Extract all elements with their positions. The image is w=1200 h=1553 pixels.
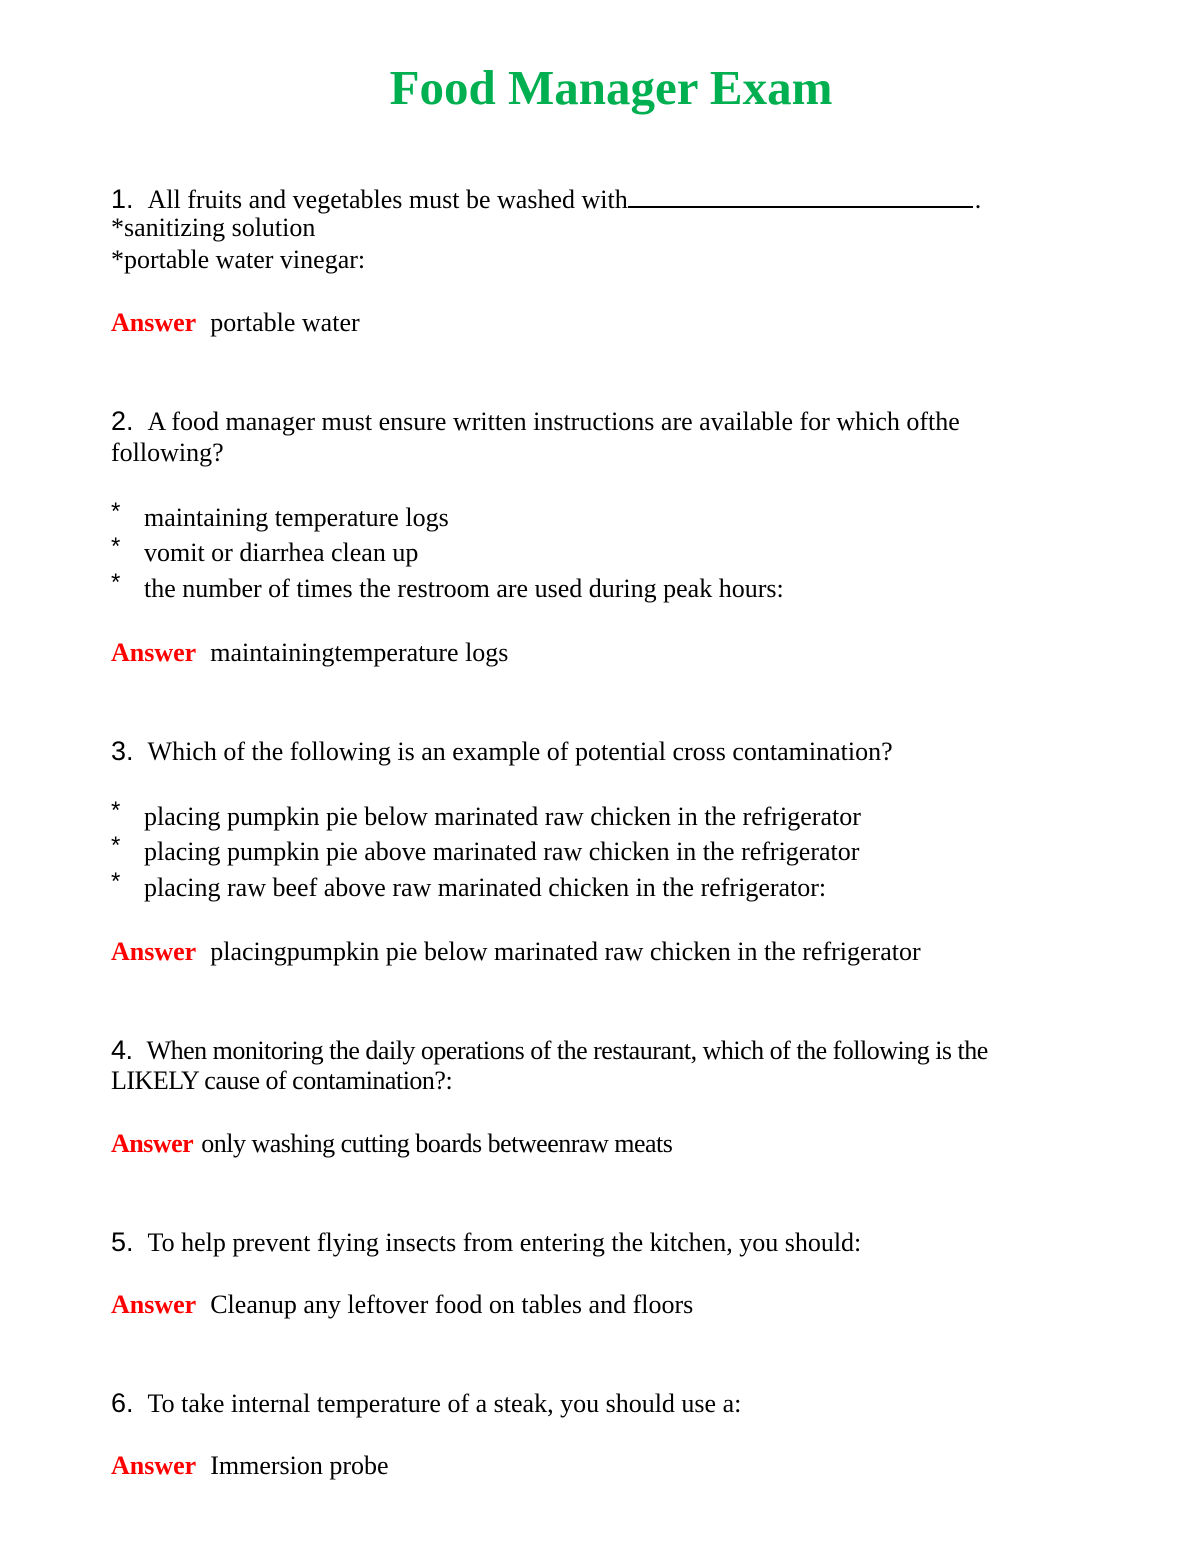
bullet-asterisk: * <box>111 569 121 596</box>
option-text: placing pumpkin pie below marinated raw chicken in the refrigerator <box>144 802 861 831</box>
question-text: A food manager must ensure written instructions are available for which ofthe <box>147 407 960 436</box>
question-text: When monitoring the daily operations of the restaurant, which of the following is the <box>146 1036 988 1065</box>
answer-text: maintainingtemperature logs <box>210 638 509 667</box>
answer-label: Answer <box>111 308 197 337</box>
option-text: vomit or diarrhea clean up <box>144 538 419 567</box>
question-3-answer <box>111 936 921 968</box>
question-text: All fruits and vegetables must be washed with <box>147 185 628 214</box>
question-2-prompt-line-1 <box>111 405 960 438</box>
option-text: placing pumpkin pie above marinated raw chicken in the refrigerator <box>144 837 860 866</box>
question-1-prompt <box>111 180 981 216</box>
question-4-prompt-line-1 <box>111 1034 988 1067</box>
question-6-prompt <box>111 1387 741 1420</box>
bullet-asterisk: * <box>111 832 121 859</box>
question-number: 6. <box>111 1388 134 1418</box>
question-6-answer <box>111 1450 389 1482</box>
question-number: 2. <box>111 406 134 436</box>
answer-label: Answer <box>111 1451 197 1480</box>
bullet-asterisk: * <box>111 868 121 895</box>
option-text: the number of times the restroom are used during peak hours: <box>144 574 784 603</box>
question-4-prompt-line-2: LIKELY cause of contamination?: <box>111 1066 453 1095</box>
answer-label: Answer <box>111 1129 194 1158</box>
answer-text: only washing cutting boards betweenraw meats <box>201 1129 673 1158</box>
question-number: 1. <box>111 184 134 214</box>
bullet-asterisk: * <box>111 533 121 560</box>
option-text: maintaining temperature logs <box>144 503 449 532</box>
option-text: placing raw beef above raw marinated chicken in the refrigerator: <box>144 873 827 902</box>
question-1-answer <box>111 307 360 339</box>
answer-text: placingpumpkin pie below marinated raw chicken in the refrigerator <box>210 937 921 966</box>
answer-text: Immersion probe <box>210 1451 389 1480</box>
bullet-asterisk: * <box>111 797 121 824</box>
page-title: Food Manager Exam <box>389 60 833 115</box>
answer-text: portable water <box>210 308 360 337</box>
question-1-option-1: *sanitizing solution <box>111 213 316 242</box>
bullet-asterisk: * <box>111 498 121 525</box>
answer-text: Cleanup any leftover food on tables and floors <box>210 1290 694 1319</box>
answer-label: Answer <box>111 1290 197 1319</box>
question-5-answer <box>111 1289 693 1321</box>
question-4-answer <box>111 1128 672 1160</box>
answer-label: Answer <box>111 937 197 966</box>
question-2-prompt-line-2: following? <box>111 438 224 467</box>
question-text: To help prevent flying insects from entering the kitchen, you should: <box>147 1228 862 1257</box>
fill-in-blank <box>628 180 973 208</box>
question-number: 4. <box>111 1035 133 1065</box>
question-2-answer <box>111 637 508 669</box>
question-text: To take internal temperature of a steak, you should use a: <box>147 1389 742 1418</box>
question-number: 3. <box>111 736 134 766</box>
question-number: 5. <box>111 1227 134 1257</box>
question-1-option-2: *portable water vinegar: <box>111 245 366 274</box>
question-end-punct: . <box>974 185 982 214</box>
question-text: Which of the following is an example of potential cross contamination? <box>147 737 893 766</box>
question-5-prompt <box>111 1226 861 1259</box>
question-3-prompt <box>111 735 893 768</box>
answer-label: Answer <box>111 638 197 667</box>
